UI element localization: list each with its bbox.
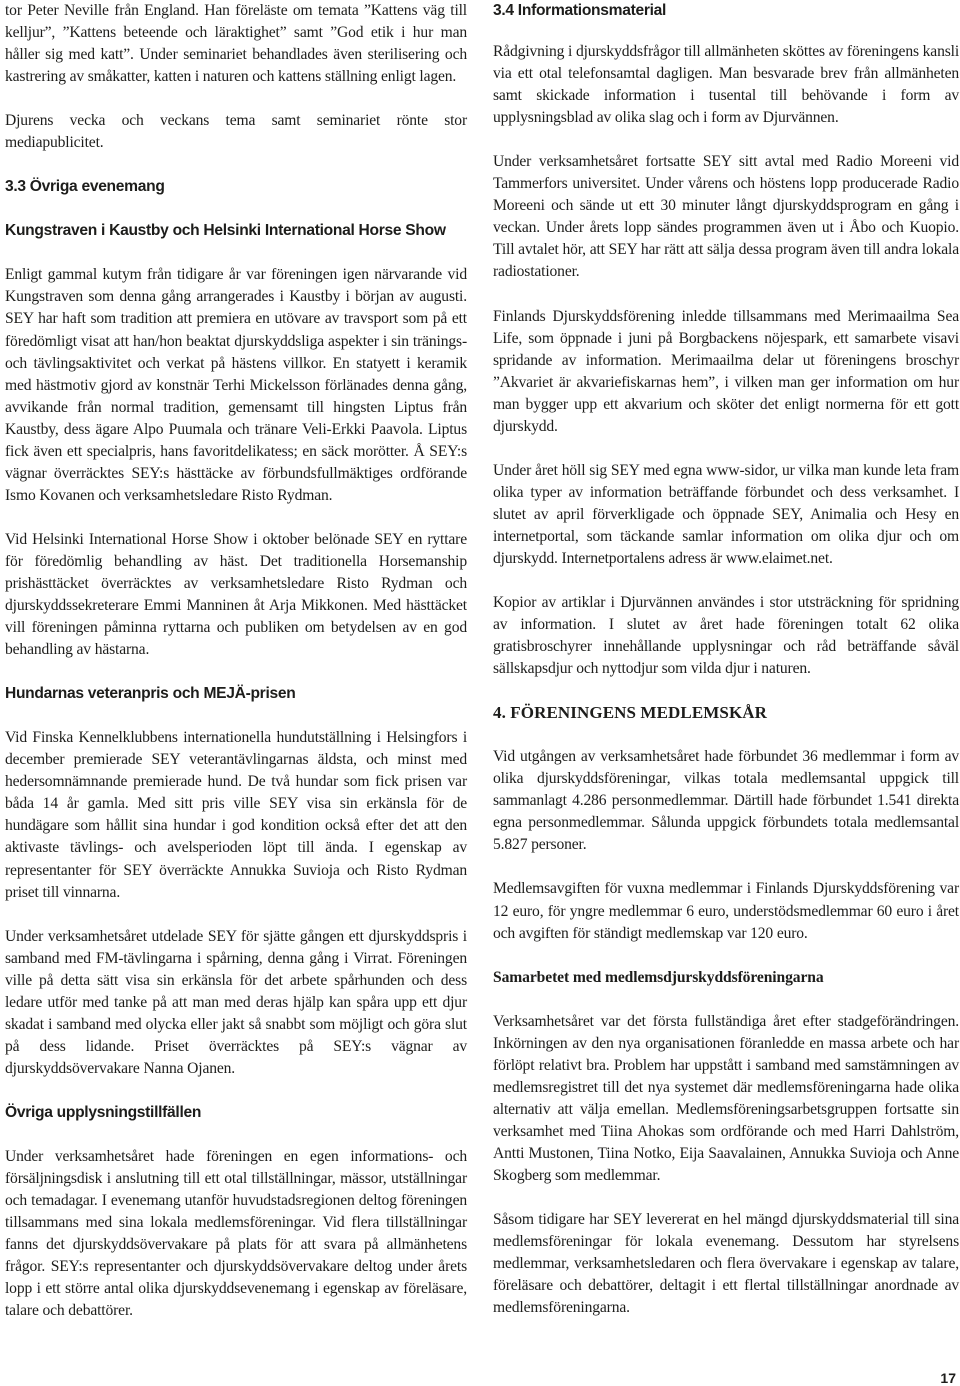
cooperation-heading: Samarbetet med medlemsdjurskyddsföreningarna <box>493 968 824 986</box>
other-info-heading: Övriga upplysningstillfällen <box>5 1103 202 1121</box>
right-column <box>493 0 959 1319</box>
veteran-paragraph: Vid Finska Kennelklubbens internationella hundutställning i Helsingfors i december premierade SEY veterantävlingarnas äldsta, och minst med hedersomnämnande premierade hund. De två hundar som fick prisen var båda 14 år gamla. Med sitt pris ville SEY visa sin erkänsla för de hundägare som hållit sina hundar i god kondition också efter det att den aktivaste tävlings- och avelsperioden löpt till ända. I egenskap av representanter för SEY överräckte Annukka Suvioja och Risto Rydman priset till vinnarna. <box>5 729 467 901</box>
members-paragraph: Vid utgången av verksamhetsåret hade förbundet 36 medlemmar i form av olika djurskyddsföreningar, vilkas totala medlemsantal uppgick till sammanlagt 4.286 personmedlemmar. Därtill hade förbundet 1.541 direkta egna personmedlemmar. Sålunda uppgick förbundets totala medlemsantal 5.827 personer. <box>493 748 959 854</box>
cooperation-paragraph: Verksamhetsåret var det första fullständiga året efter stadgeförändringen. Inkörningen av den nya organisationen föranledde en massa arbete och har förlöpt relativt bra. Problem har uppstått i samband med samstämningen av medlemsregistret till det nya systemet där medlemsföreningarna hade olika alternativ att välja emellan. Medlemsföreningsarbetsgruppen fortsatte sin verksamhet med Tiina Ahokas som ordförande och med Harri Dahlström, Antti Mustonen, Tiina Notko, Eija Saavalainen, Annukka Suvioja och Anne Skogberg som medlemmar. <box>493 1012 959 1184</box>
section-4-heading: 4. FÖRENINGENS MEDLEMSKÅR <box>493 703 768 723</box>
copies-paragraph: Kopior av artiklar i Djurvännen användes i stor utsträckning för spridning av information. I slutet av året hade föreningen totalt 62 olika gratisbroschyrer innehållande upplysningar och råd beträffande såväl sällskapsdjur och nyttodjur som vilda djur i naturen. <box>493 594 959 678</box>
veteran-heading: Hundarnas veteranpris och MEJÄ-prisen <box>5 685 296 703</box>
page-number: 17 <box>940 1370 956 1386</box>
kungstraven-paragraph: Enligt gammal kutym från tidigare år var föreningen igen närvarande vid Kungstraven som denna gång arrangerades i Kaustby i början av augusti. SEY har haft som tradition att premiera en utövare av travsport som på ett föredömligt visat att han/hon beaktat djurskyddsliga aspekter i sin tränings- och tävlingsaktivitet och verkat på hästens villkor. En statyett i keramik med hästmotiv gjord av konstnär Terhi Mickelsson förlänades denna gång, avvikande från normal tradition, gemensamt till hingsten Liptus från Kaustby, dess ägare Alpo Puumala och tränare Veli-Erkki Paavola. Liptus fick även ett specialpris, hans favoritdelikatess; en säck morötter. Å SEY:s vägnar överräcktes SEY:s hästtäcke av förbundsfullmäktiges ordförande Ismo Kovanen och verksamhetsledare Risto Rydman. <box>5 266 467 504</box>
intro-paragraph: tor Peter Neville från England. Han föreläste om temata ”Kattens väg till kelljur”, ”Kattens beteende och läraktighet” samt ”God etik i hur man håller sig med katt”. Under seminariet behandlades även sterilisering och kastrering av småkatter, katten i naturen och kattens ställning enligt lagen. <box>5 2 467 86</box>
material-paragraph: Såsom tidigare har SEY levererat en hel mängd djurskyddsmaterial till sina medlemsföreningar för lokala evenemang. Dessutom har styrelsens medlemmar, verksamhetsledaren och flera övervakare i egenskap av talare, föreläsare och debattörer, deltagit i ett flertal tillställningar anordnade av medlemsföreningarna. <box>493 1211 959 1317</box>
section-3-4-heading: 3.4 Informationsmaterial <box>493 2 667 19</box>
left-column <box>5 0 467 1322</box>
kungstraven-heading: Kungstraven i Kaustby och Helsinki International Horse Show <box>5 222 446 240</box>
publicity-paragraph: Djurens vecka och veckans tema samt seminariet rönte stor mediapublicitet. <box>5 112 467 152</box>
meja-paragraph: Under verksamhetsåret utdelade SEY för sjätte gången ett djurskyddspris i samband med FM-tävlingarna i spårning, denna gång i Virrat. Föreningen ville på detta sätt visa sin erkänsla för det arbete spårhunden och dess ledare utför med tanke på att man med deras hjälp kan spåra upp ett djur skadat i samband med olycka eller jakt så snabbt som möjligt och göra slut på dess lidande. Priset överräcktes på SEY:s vägnar av djurskyddsövervakare Nanna Ojanen. <box>5 927 467 1077</box>
other-info-paragraph: Under verksamhetsåret hade föreningen en egen informations- och försäljningsdisk i anslutning till ett otal tillställningar, mässor, utställningar och temadagar. I evenemang utanför huvudstadsregionen deltog föreningen tillsammans med sina lokala medlemsföreningar. Vid flera tillställningar fanns det djurskyddsövervakare på plats för att svara på allmänhetens frågor. SEY:s representanter och djurskyddsövervakare deltog under årets lopp i ett större antal olika djurskyddsevenemang i egenskap av föreläsare, talare och debattörer. <box>5 1147 467 1320</box>
aquarium-paragraph: Finlands Djurskyddsförening inledde tillsammans med Merimaailma Sea Life, som öppnade i juni på Borgbackens nöjespark, ett samarbete visavi spridande av information. Merimaailma delar ut föreningens broschyr ”Akvariet är akvariefiskarnas hem”, i vilken man ger information om hur man bygger upp ett akvarium och sköter det enligt normerna för ett gott djurskydd. <box>493 307 959 435</box>
web-paragraph: Under året höll sig SEY med egna www-sidor, ur vilka man kunde leta fram olika typer av information beträffande förbundet och dess verksamhet. I slutet av april förverkligade och öppnade SEY, Animalia och Hesy en internetportal, som täckande samlar information om olika djur och om djurskydd. Internetportalens adress är www.elaimet.net. <box>493 461 959 567</box>
advice-paragraph: Rådgivning i djurskyddsfrågor till allmänheten sköttes av föreningens kansli via ett otal telefonsamtal dagligen. Man besvarade brev från allmänheten samt skickade information i tusental till behövande i form av upplysningsblad av olika slag och i form av Djurvännen. <box>493 43 959 127</box>
horse-show-paragraph: Vid Helsinki International Horse Show i oktober belönade SEY en ryttare för föredömlig behandling av häst. Det traditionella Horsemanship prishästtäcket överräcktes av verksamhetsledare Risto Rydman och djurskyddssekreterare Emmi Manninen åt Arja Mikkonen. Med hästtäcket vill föreningen påminna ryttarna och publiken om betydelsen av en god behandling av hästarna. <box>5 530 467 659</box>
fees-paragraph: Medlemsavgiften för vuxna medlemmar i Finlands Djurskyddsförening var 12 euro, för yngre medlemmar 6 euro, understödsmedlemmar 60 euro i året och avgiften för ständigt medlemskap var 120 euro. <box>493 880 959 942</box>
radio-paragraph: Under verksamhetsåret fortsatte SEY sitt avtal med Radio Moreeni vid Tammerfors universitet. Under vårens och höstens lopp producerade Radio Moreeni och sände ut ett 30 minuter långt djurskyddsprogram en gång i veckan. Under årets lopp sändes programmen även ut i Åbo och Kuopio. Till avtalet hör, att SEY har rätt att sälja dessa program även till andra lokala radiostationer. <box>493 153 959 281</box>
section-3-3-heading: 3.3 Övriga evenemang <box>5 178 165 196</box>
